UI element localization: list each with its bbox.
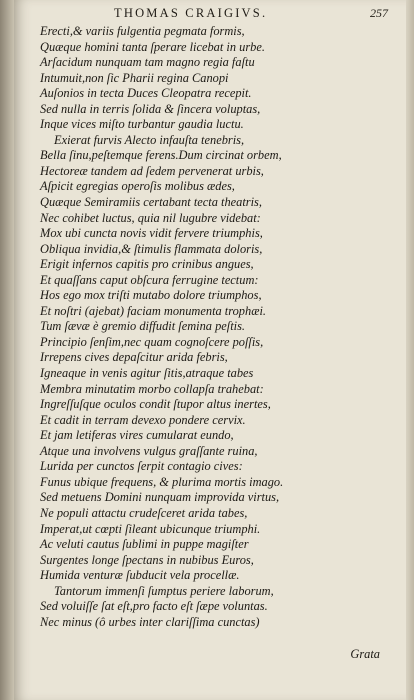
verse-line: Lurida per cunctos ſerpit contagio cives:: [40, 459, 243, 474]
verse-text: [40, 24, 390, 630]
book-page: [14, 0, 414, 700]
verse-line: Et cadit in terram devexo pondere cervix.: [40, 412, 246, 427]
verse-line: Imperat,ut cœpti ſileant ubicunque triumphi.: [40, 521, 261, 536]
verse-line: Tum ſævæ è gremio diffudit ſemina peſtis.: [40, 319, 246, 334]
verse-line: Erigit infernos capitis pro crinibus angues,: [40, 257, 254, 272]
verse-line: Arſacidum nunquam tam magno regia faſtu: [40, 55, 255, 70]
verse-line: Sed nulla in terris ſolida & ſincera voluptas,: [40, 101, 261, 116]
verse-line: Aſpicit egregias operoſis molibus ædes,: [40, 179, 235, 194]
verse-line: Humida venturæ ſubducit vela procellæ.: [40, 568, 240, 583]
page-edge: [406, 0, 414, 700]
verse-line: Nec minus (ô urbes inter clariſſima cunctas): [40, 614, 260, 629]
verse-line: Tantorum immenſi ſumptus periere laborum,: [54, 583, 274, 598]
verse-line: Atque una involvens vulgus graſſante ruina,: [40, 443, 258, 458]
verse-line: Erecti,& variis fulgentia pegmata formis,: [40, 24, 245, 38]
verse-line: Quæque Semiramiis certabant tecta theatris,: [40, 195, 262, 210]
verse-line: Ingreſſuſque oculos condit ſtupor altus inertes,: [40, 397, 271, 412]
verse-line: Et jam letiferas vires cumularat eundo,: [40, 428, 234, 443]
verse-line: Intumuit,non ſic Pharii regina Canopi: [40, 70, 229, 85]
verse-line: Sed voluiſſe ſat eſt,pro facto eſt ſæpe voluntas.: [40, 599, 268, 614]
verse-line: Principio ſenſim,nec quam cognoſcere poſſis,: [40, 334, 264, 349]
verse-line: Auſonios in tecta Duces Cleopatra recepit.: [40, 86, 252, 101]
verse-line: Mox ubi cuncta novis vidit fervere triumphis,: [40, 226, 263, 241]
verse-line: Nec cohibet luctus, quia nil lugubre videbat:: [40, 210, 261, 225]
verse-line: Hos ego mox triſti mutabo dolore triumphos,: [40, 288, 262, 303]
running-head: THOMAS CRAIGIVS.: [114, 6, 268, 20]
verse-line: Exierat furvis Alecto infauſta tenebris,: [54, 132, 245, 147]
verse-line: Obliqua invidia,& ſtimulis flammata doloris,: [40, 241, 263, 256]
verse-line: Et noſtri (ajebat) faciam monumenta trophæi.: [40, 303, 266, 318]
verse-line: Et quaſſans caput obſcura ferrugine tectum:: [40, 272, 259, 287]
page-number: 257: [370, 6, 388, 20]
verse-line: Ne populi attactu crudeſceret arida tabes,: [40, 505, 248, 520]
verse-line: Membra minutatim morbo collapſa trahebat:: [40, 381, 264, 396]
verse-line: Hectoreæ tandem ad ſedem pervenerat urbis,: [40, 163, 264, 178]
verse-line: Bella ſinu,peſtemque ferens.Dum circinat orbem,: [40, 148, 282, 163]
verse-line: Surgentes longe ſpectans in nubibus Euros,: [40, 552, 254, 567]
page-header: [14, 6, 414, 24]
verse-line: Sed metuens Domini nunquam improvida virtus,: [40, 490, 280, 505]
catchword: Grata: [350, 647, 380, 661]
verse-line: Quæque homini tanta ſperare licebat in urbe.: [40, 39, 265, 54]
verse-line: Inque vices miſto turbantur gaudia luctu.: [40, 117, 244, 132]
verse-line: Igneaque in venis agitur ſitis,atraque tabes: [40, 366, 254, 381]
verse-line: Ac veluti cautus ſublimi in puppe magiſter: [40, 537, 249, 552]
book-gutter: [0, 0, 14, 700]
verse-line: Irrepens cives depaſcitur arida febris,: [40, 350, 228, 365]
verse-line: Funus ubique frequens, & plurima mortis imago.: [40, 474, 284, 489]
